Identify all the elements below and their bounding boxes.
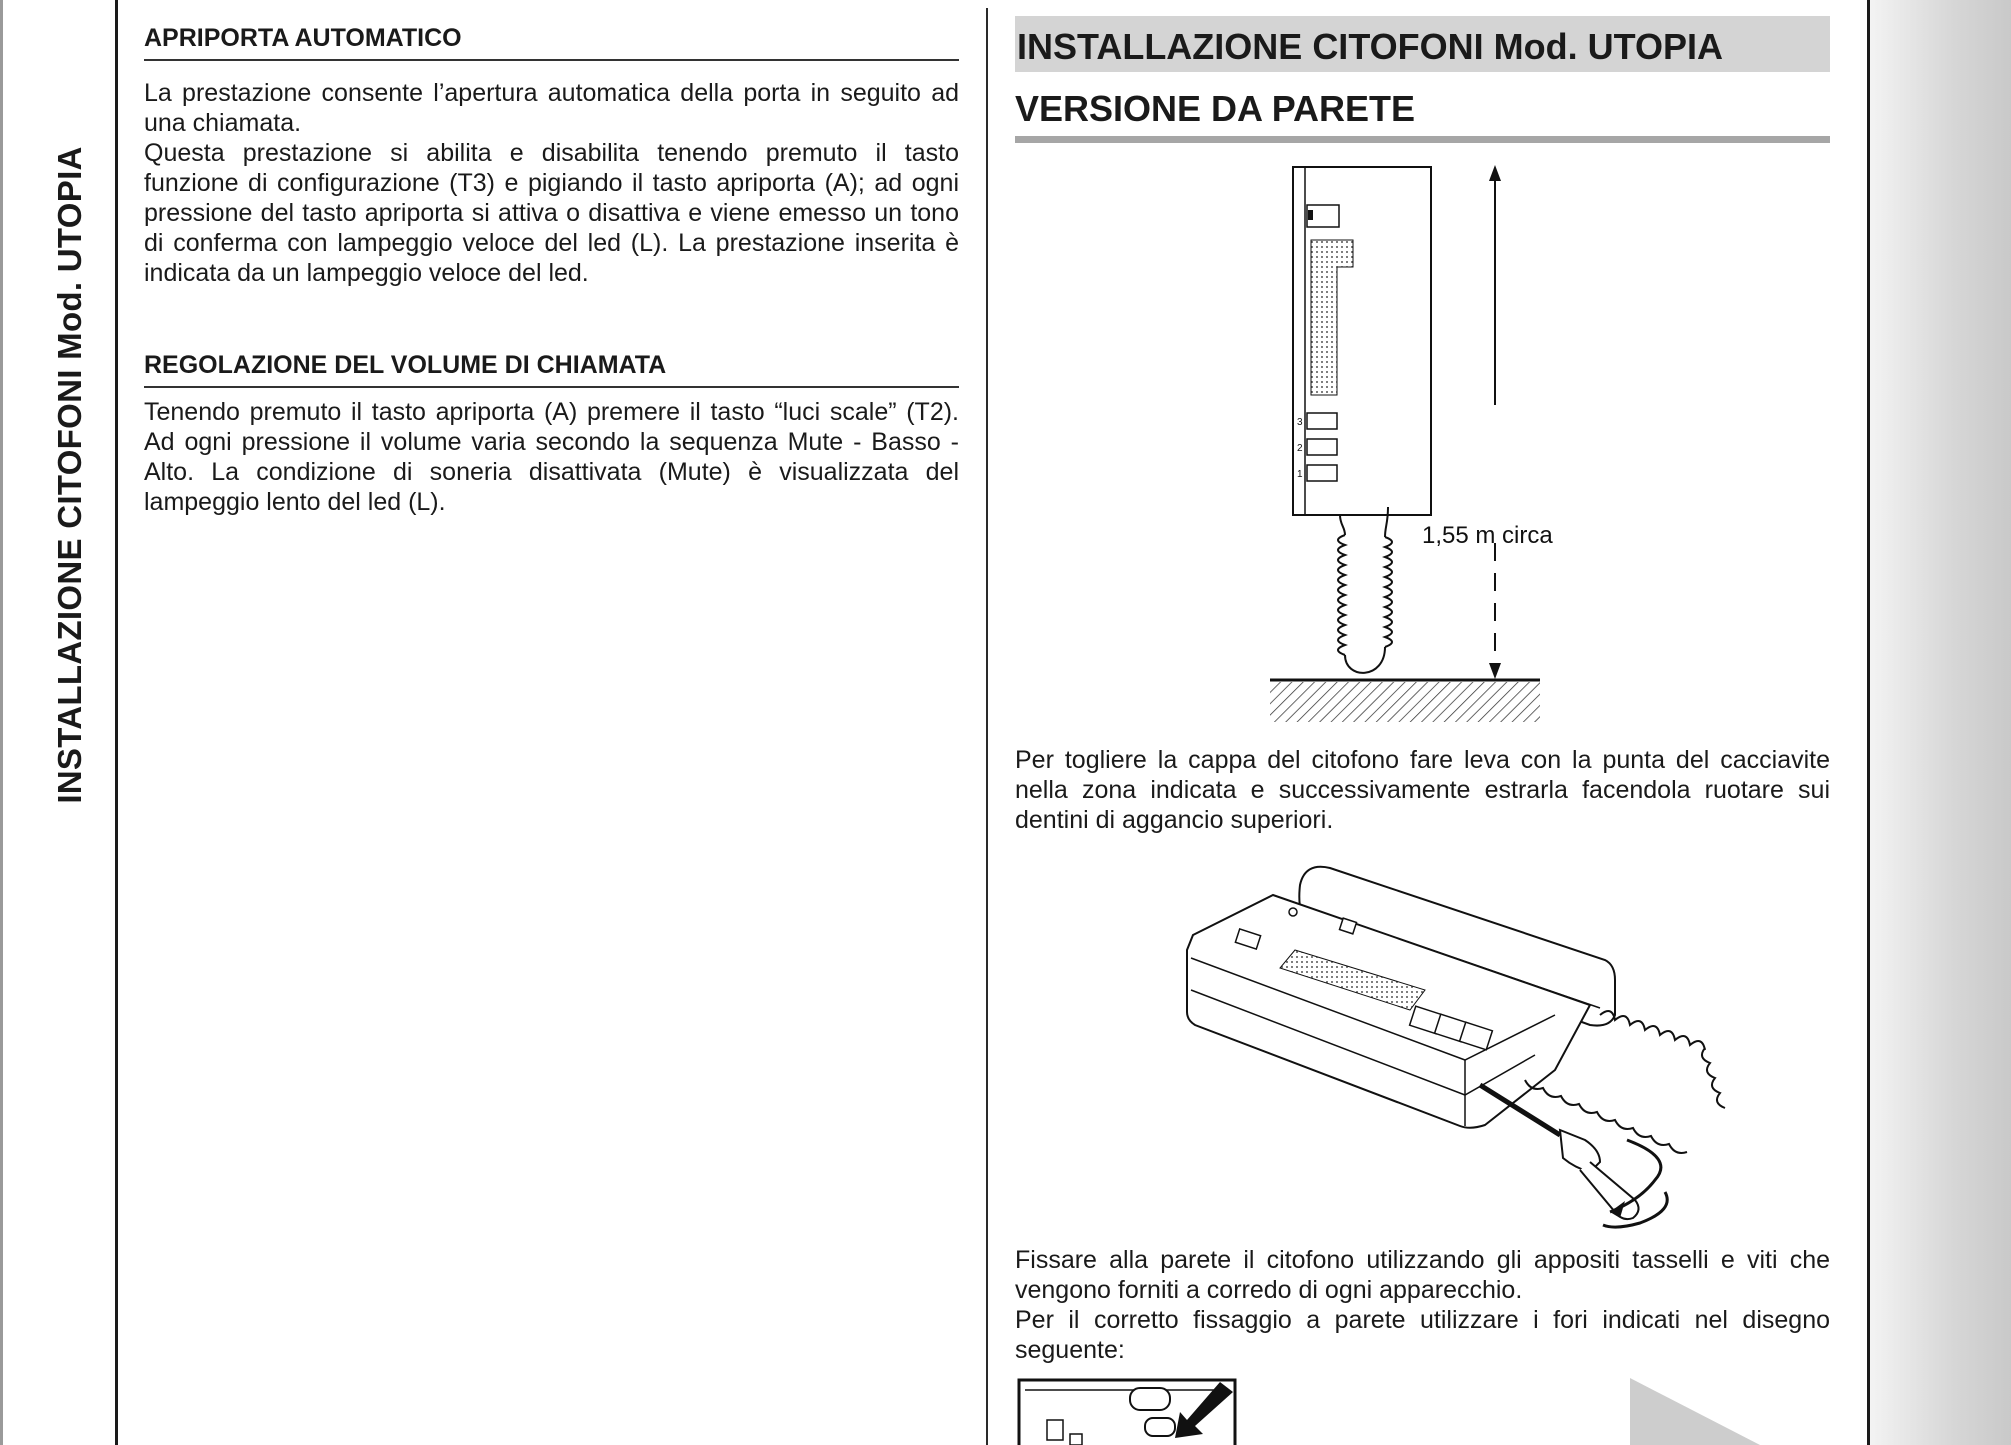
- paragraph-volume: Tenendo premuto il tasto apriporta (A) premere il tasto “luci scale” (T2). Ad ogni pressione il volume varia secondo la sequenza Mute - Basso - Alto. La condizione di soneria disattivata (Mute) è visualizzata del lampeggio lento del led (L).: [144, 398, 959, 516]
- sidebar-frame-line: [115, 0, 118, 1445]
- wall-intercom-figure: [1015, 155, 1830, 735]
- paragraph-apriporta-intro: La prestazione consente l’apertura automatica della porta in seguito ad una chiamata.: [144, 79, 959, 137]
- page-left-edge: [0, 0, 3, 1445]
- button-label-2: 2: [1297, 443, 1303, 454]
- page-title: INSTALLAZIONE CITOFONI Mod. UTOPIA: [1015, 16, 1830, 72]
- button-label-1: 1: [1297, 469, 1303, 480]
- sidebar-title: INSTALLAZIONE CITOFONI Mod. UTOPIA: [51, 146, 88, 804]
- column-divider: [986, 8, 988, 1445]
- intercom-button-1: [1307, 465, 1337, 481]
- intercom-button-3: [1307, 413, 1337, 429]
- button-label-3: 3: [1297, 417, 1303, 428]
- page-corner-arrow-icon: [1630, 1378, 1830, 1445]
- viewer-side-margin: [1870, 0, 2011, 1445]
- section-automatic-door: [144, 24, 959, 288]
- height-label: 1,55 m circa: [1422, 522, 1553, 549]
- page-subtitle: VERSIONE DA PARETE: [1015, 88, 1830, 143]
- remove-cover-figure: [1015, 840, 1830, 1240]
- paragraph-apriporta-details: Questa prestazione si abilita e disabilita tenendo premuto il tasto funzione di configurazione (T3) e pigiando il tasto apriporta (A); ad ogni pressione del tasto apriporta si attiva o disattiva e viene emesso un tono di conferma con lampeggio veloce del led (L). La prestazione inserita è indicata da un lampeggio veloce del led.: [144, 139, 959, 287]
- coiled-cord: [1338, 507, 1392, 673]
- section-volume: [144, 351, 959, 517]
- paragraph-wall-fixing: Fissare alla parete il citofono utilizzando gli appositi tasselli e viti che vengono forniti a corredo di ogni apparecchio.: [1015, 1246, 1830, 1304]
- floor-hatching: [1270, 682, 1540, 722]
- paragraph-remove-cover: Per togliere la cappa del citofono fare leva con la punta del cacciavite nella zona indicata e successivamente estrarla facendola ruotare sui dentini di aggancio superiori.: [1015, 746, 1830, 834]
- intercom-button-2: [1307, 439, 1337, 455]
- sidebar-title-container: [40, 70, 100, 880]
- section-heading-volume: REGOLAZIONE DEL VOLUME DI CHIAMATA: [144, 351, 959, 388]
- paragraph-fixing-holes: Per il corretto fissaggio a parete utilizzare i fori indicati nel disegno seguente:: [1015, 1306, 1830, 1364]
- section-heading-apriporta: APRIPORTA AUTOMATICO: [144, 24, 959, 61]
